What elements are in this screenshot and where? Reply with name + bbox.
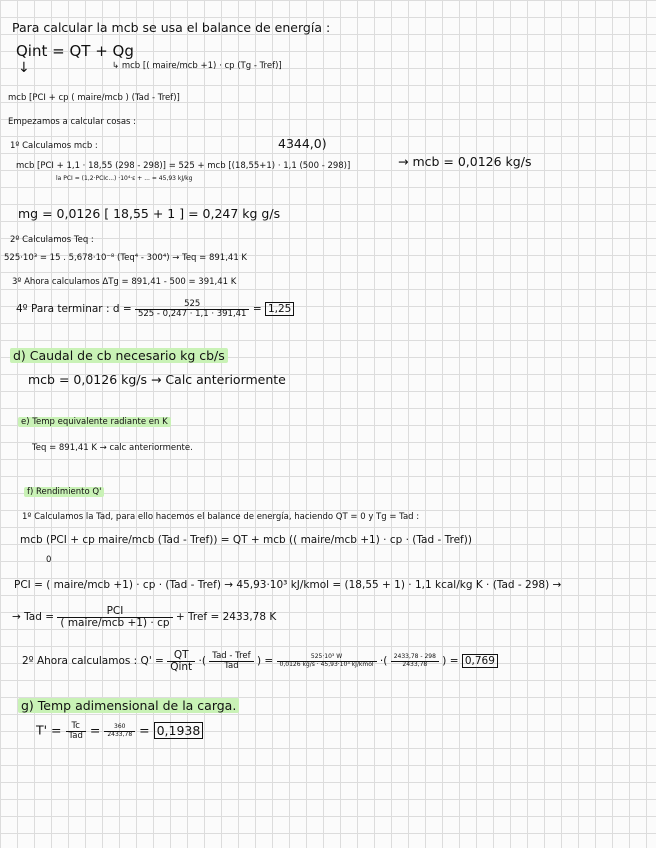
tad-line — [12, 606, 276, 628]
tprime-lhs: T' = — [36, 722, 62, 738]
qprime-fraction-3-denominator: 2433,78 — [402, 660, 428, 668]
zero-annotation: 0 — [46, 555, 52, 565]
section-e-title — [18, 418, 171, 427]
qprime-fraction-2-numerator: Tad - Tref — [209, 652, 253, 662]
qg-expression-text: mcb [( maire/mcb +1) · cp (Tg - Tref)] — [121, 61, 282, 71]
mcb-expression: mcb [PCI + cp ( maire/mcb ) (Tad - Tref)] — [8, 93, 180, 103]
tprime-fraction-1 — [66, 722, 86, 740]
tad-lhs: → Tad = — [12, 611, 55, 623]
pci-equation: PCI = ( maire/mcb +1) · cp · (Tad - Tref) → 45,93·10³ kJ/kmol = (18,55 + 1) · 1,1 kcal/kg K · (Tad - 298) → — [14, 579, 562, 591]
tprime-fraction-2 — [104, 724, 135, 738]
qprime-fraction-2 — [209, 652, 253, 670]
step3-line: 3º Ahora calculamos ΔTg = 891,41 - 500 = 391,41 K — [12, 277, 237, 287]
section-e-title-text: e) Temp equivalente radiante en K — [18, 417, 171, 427]
section-d-title-text: d) Caudal de cb necesario kg cb/s — [10, 348, 228, 363]
tprime-denominator-2: 2433,78 — [107, 730, 133, 738]
tad-rhs: + Tref = 2433,78 K — [175, 611, 277, 623]
step4-fraction — [135, 300, 250, 318]
step4-result: 1,25 — [265, 302, 294, 316]
section-g-title-text: g) Temp adimensional de la carga. — [18, 698, 239, 713]
qprime-numerator: QT — [167, 650, 195, 662]
step1-pci-note: la PCI = (1,2·PCIc...) ·10⁴·ε + ... = 45,93 kJ/kg — [56, 175, 193, 182]
qprime-line: 2º Ahora calculamos : Q' = $\frac{QT}{\text{Qint}}$ ·( $\frac{\text{Tad - Tref}}{\text{Tad}}$ ) = $\frac{\text{525·10³ W}}{\text{0,0126 kg/s · 45,93·10³ kJ/kmol}}$ ·( $\frac{2433,78 - 298}{2433,78}$ ) = 0,769 — [22, 650, 498, 672]
qprime-fraction-3-numerator: 2433,78 - 298 — [391, 654, 439, 662]
step1-top-value: 4344,0) — [278, 136, 327, 151]
qg-expression — [112, 62, 282, 71]
qprime-fraction — [167, 650, 195, 672]
tad-denominator: ( maire/mcb +1) · cp — [60, 616, 170, 629]
qprime-fraction-2-denominator: Tad — [224, 660, 239, 671]
step1-result: → mcb = 0,0126 kg/s — [398, 154, 532, 169]
step2-equation: 525·10³ = 15 . 5,678·10⁻⁸ (Teq⁴ - 300⁴) → Teq = 891,41 K — [4, 253, 248, 263]
section-g-title — [18, 700, 239, 713]
mg-equation: mg = 0,0126 [ 18,55 + 1 ] = 0,247 kg g/s — [18, 206, 281, 221]
section-d-line: mcb = 0,0126 kg/s → Calc anteriormente — [28, 372, 286, 387]
tprime-denominator-1: Tad — [68, 730, 83, 741]
qprime-fraction-3 — [391, 654, 439, 668]
qprime-value-fraction — [277, 654, 377, 668]
arrow-icon: ↳ — [112, 61, 122, 71]
qprime-value-numerator: 525·10³ W — [277, 654, 377, 662]
intro-line: Para calcular la mcb se usa el balance de energía : — [12, 20, 331, 35]
section-f-balance: mcb (PCI + cp maire/mcb (Tad - Tref)) = QT + mcb (( maire/mcb +1) · cp · (Tad - Tref)) — [20, 534, 472, 546]
qprime-result: 0,769 — [462, 654, 498, 668]
qint-equation: Qint = QT + Qg — [16, 42, 134, 60]
step1-equation: mcb [PCI + 1,1 · 18,55 (298 - 298)] = 525 + mcb [(18,55+1) · 1,1 (500 - 298)] — [16, 161, 351, 171]
step4-numerator: 525 — [135, 300, 250, 310]
step2-label: 2º Calculamos Teq : — [10, 235, 94, 245]
tad-fraction — [57, 606, 172, 628]
step4-label: 4º Para terminar : d = — [16, 303, 132, 315]
step4-denominator: 525 - 0,247 · 1,1 · 391,41 — [137, 308, 247, 319]
qprime-denominator: Qint — [170, 660, 193, 673]
section-f-title-text: f) Rendimiento Q' — [24, 487, 104, 497]
qprime-label: 2º Ahora calculamos : Q' = — [22, 655, 164, 667]
section-f-intro: 1º Calculamos la Tad, para ello hacemos el balance de energía, haciendo QT = 0 y Tg = Tad : — [22, 512, 420, 522]
arrow-down-icon: ↓ — [18, 60, 30, 76]
empezamos-line: Empezamos a calcular cosas : — [8, 117, 137, 127]
section-d-title — [10, 350, 228, 363]
qprime-value-denominator: 0,0126 kg/s · 45,93·10³ kJ/kmol — [279, 660, 374, 668]
section-e-line: Teq = 891,41 K → calc anteriormente. — [32, 443, 193, 453]
tad-numerator: PCI — [57, 606, 172, 618]
step1-label: 1º Calculamos mcb : — [10, 141, 98, 151]
step4-line: 4º Para terminar : d = $\frac{525}{525 - 0,247 \cdot 1,1 \cdot 391,41}$ = 1,25 — [16, 300, 294, 318]
tprime-line: T' = $\frac{Tc}{\text{Tad}}$ = $\frac{360}{2433,78}$ = 0,1938 — [36, 722, 203, 740]
tprime-result: 0,1938 — [154, 722, 204, 739]
section-f-title — [24, 488, 104, 497]
tprime-numerator-2: 360 — [104, 724, 135, 732]
tprime-numerator-1: Tc — [66, 722, 86, 732]
